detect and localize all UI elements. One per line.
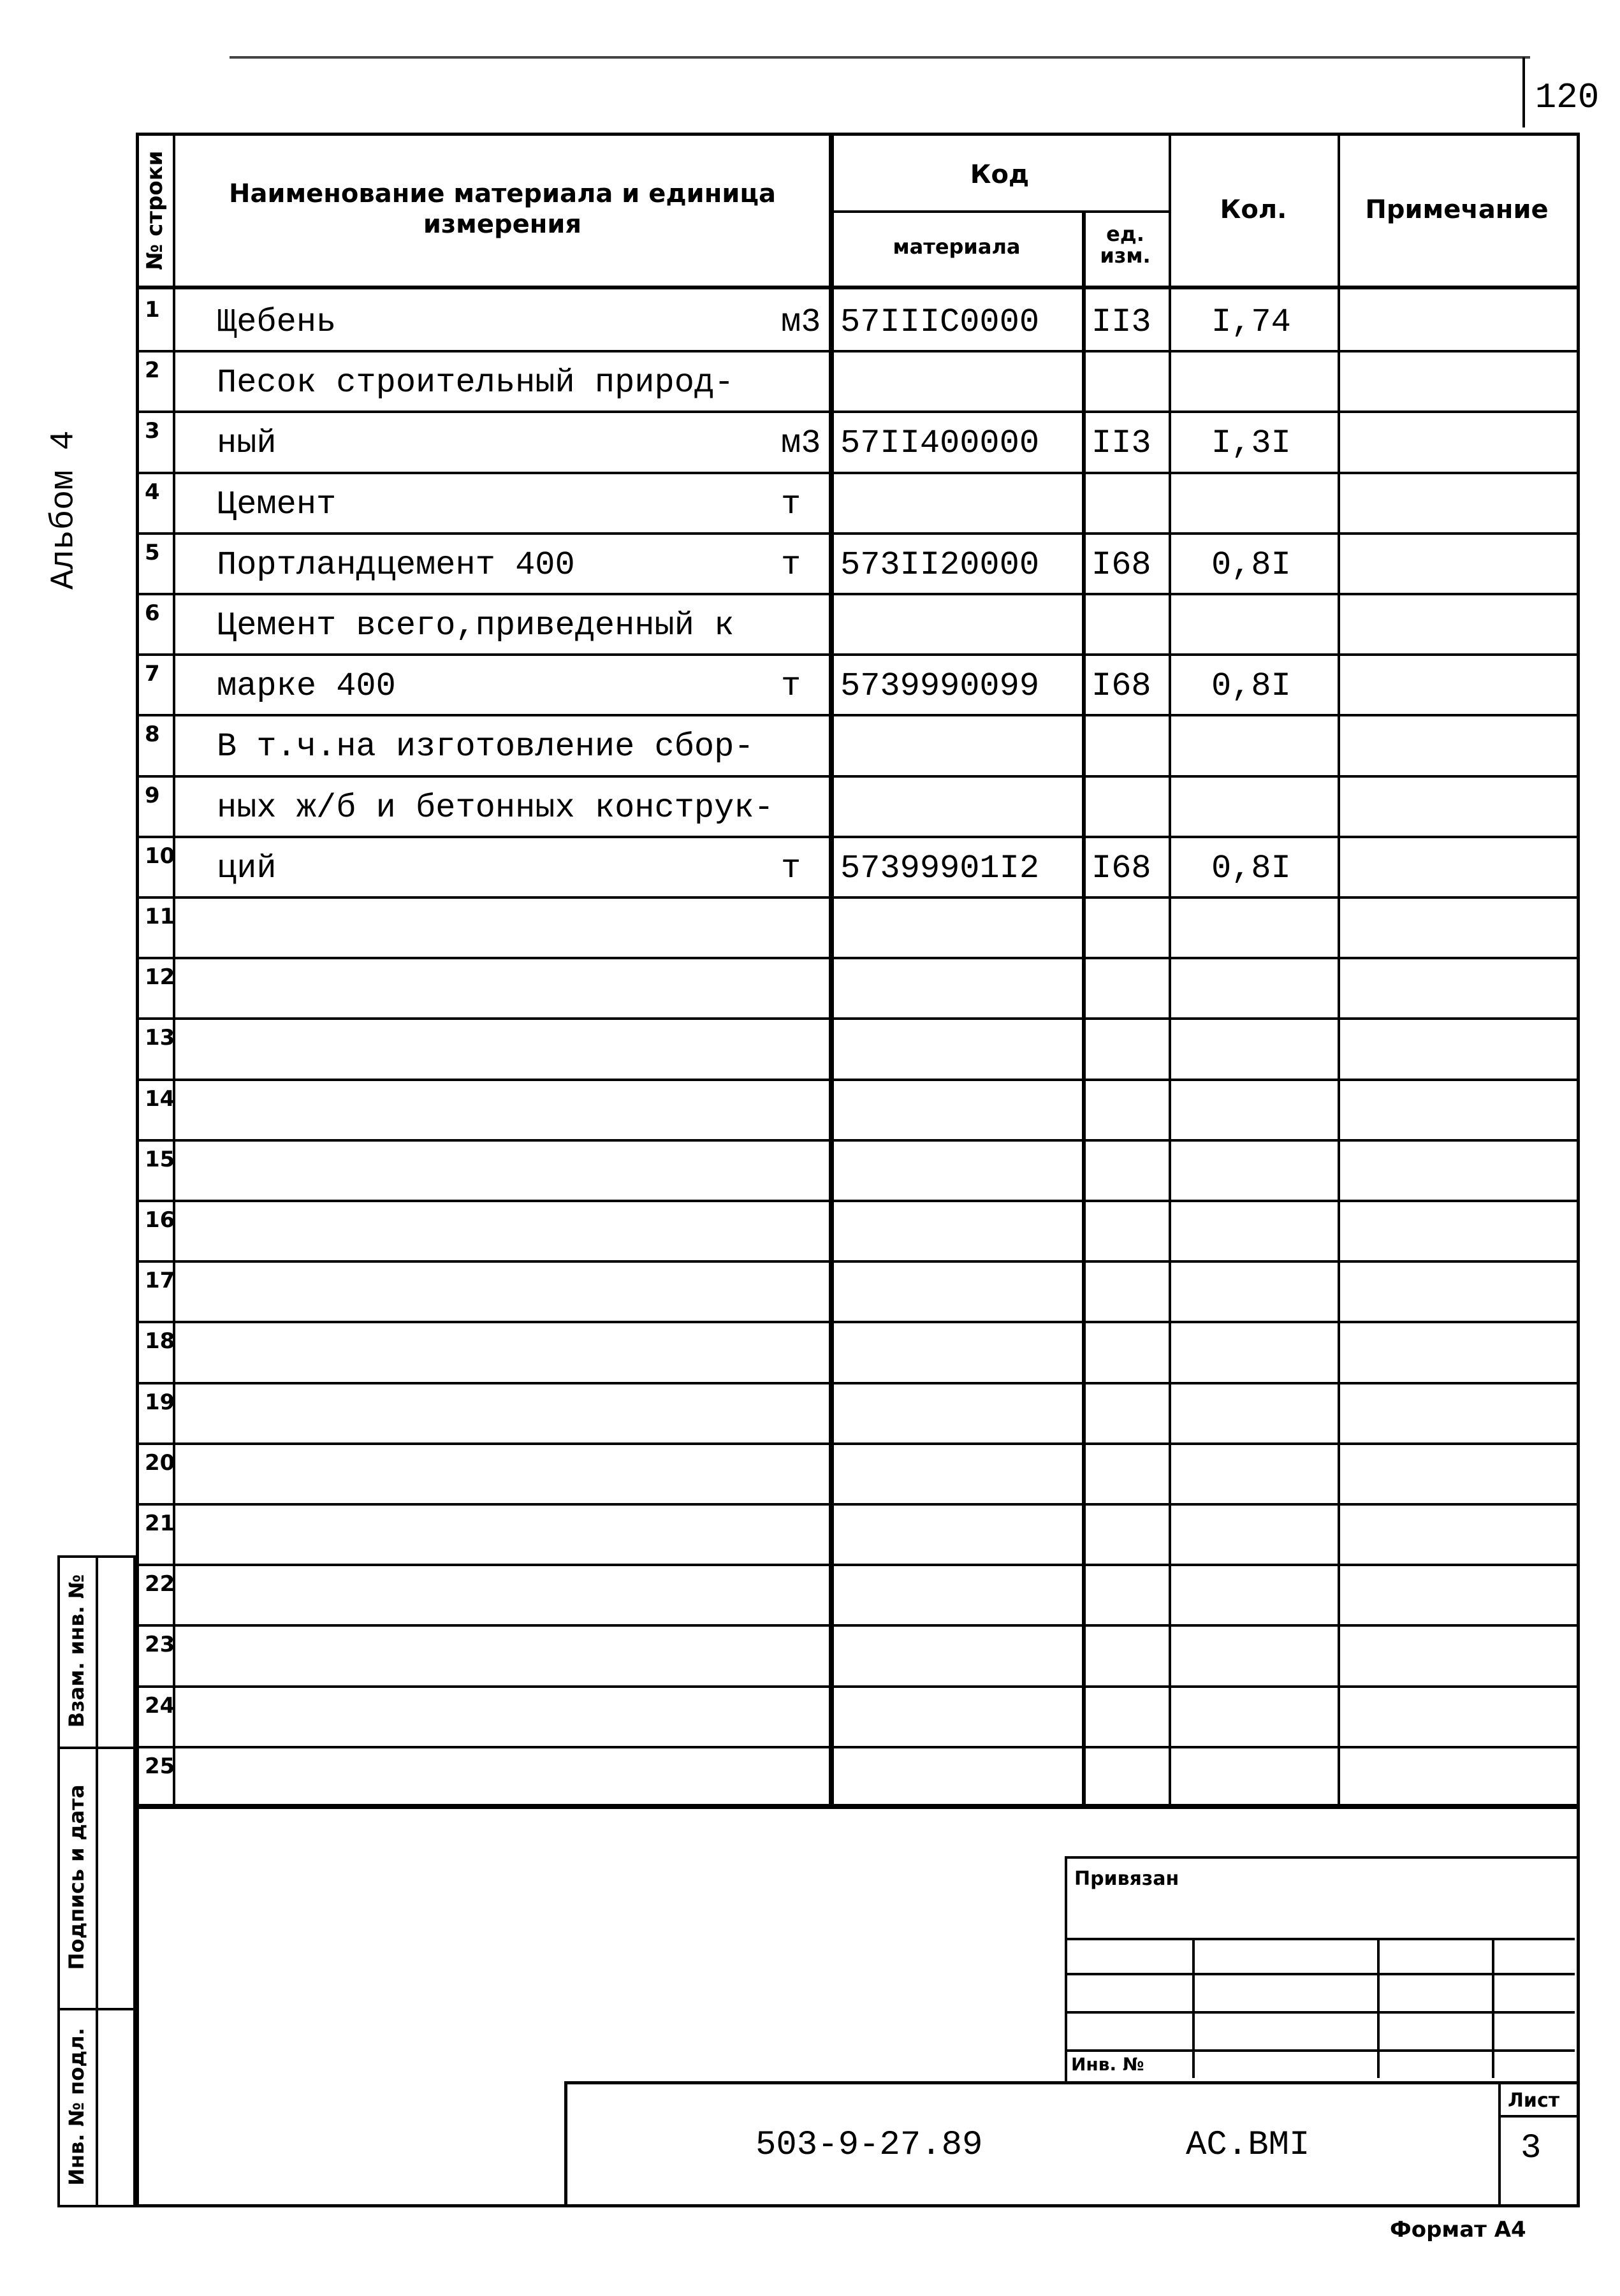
- top-border-line: [230, 56, 1530, 59]
- row-line: [136, 472, 1580, 474]
- row-unit: м3: [781, 303, 821, 341]
- row-uom-code: I68: [1091, 667, 1151, 706]
- row-name: ный: [217, 425, 277, 463]
- row-quantity: I,74: [1211, 303, 1291, 341]
- row-number: 8: [145, 722, 160, 748]
- row-number: 21: [145, 1511, 175, 1536]
- header-bottom-line: [136, 286, 1580, 289]
- row-line: [136, 1746, 1580, 1748]
- row-material-code: 5739990099: [840, 667, 1040, 706]
- row-quantity: 0,8I: [1211, 667, 1291, 706]
- inv-no-label: Инв. №: [1071, 2054, 1144, 2075]
- side-stamp-vzam: Взам. инв. №: [64, 1574, 89, 1728]
- row-material-code: 57IIIC0000: [840, 303, 1040, 341]
- album-label-text: Альбом 4: [45, 430, 83, 590]
- row-number: 4: [145, 479, 160, 505]
- row-unit: т: [781, 849, 801, 887]
- header-row-number-text: № строки: [142, 150, 168, 270]
- row-unit: т: [781, 667, 801, 706]
- album-label: [38, 382, 89, 637]
- side-stamp-inv: Инв. № подл.: [64, 2028, 89, 2186]
- row-uom-code: II3: [1091, 425, 1151, 463]
- title-block-list-divider: [1498, 2081, 1501, 2207]
- row-line: [136, 1624, 1580, 1627]
- row-number: 5: [145, 539, 160, 565]
- col-line-name: [829, 133, 834, 1806]
- page-number: 120: [1535, 77, 1600, 118]
- header-name-text: Наименование материала и единица измерения: [228, 179, 777, 239]
- header-name: [174, 178, 831, 240]
- table-bottom-line: [136, 1804, 1580, 1808]
- side-stamp-line-1: [57, 1747, 136, 1749]
- row-line: [136, 957, 1580, 959]
- header-code-text: Код: [970, 160, 1030, 189]
- row-number: 11: [145, 904, 175, 929]
- privyazan-line-4: [1065, 2049, 1575, 2052]
- row-uom-code: I68: [1091, 546, 1151, 584]
- col-line-code: [1082, 210, 1086, 1806]
- row-unit: т: [781, 485, 801, 523]
- row-line: [136, 896, 1580, 899]
- row-name: В т.ч.на изготовление сбор-: [217, 728, 754, 766]
- row-number: 10: [145, 843, 175, 869]
- row-uom-code: I68: [1091, 849, 1151, 887]
- row-material-code: 57II400000: [840, 425, 1040, 463]
- row-line: [136, 836, 1580, 838]
- row-number: 16: [145, 1207, 175, 1233]
- row-name: Цемент: [217, 485, 337, 523]
- row-line: [136, 653, 1580, 656]
- header-code: [831, 159, 1169, 190]
- row-line: [136, 1442, 1580, 1445]
- row-line: [136, 1321, 1580, 1323]
- row-number: 6: [145, 600, 160, 626]
- row-name: Щебень: [217, 303, 337, 341]
- row-number: 2: [145, 358, 160, 384]
- row-number: 12: [145, 964, 175, 991]
- row-number: 25: [145, 1753, 175, 1779]
- header-note: [1339, 194, 1575, 225]
- privyazan-line-2: [1065, 1973, 1575, 1975]
- row-line: [136, 1503, 1580, 1506]
- header-row-number: [136, 133, 174, 288]
- row-name: ных ж/б и бетонных конструк-: [217, 788, 774, 827]
- row-quantity: 0,8I: [1211, 546, 1291, 584]
- header-code-material-text: материала: [893, 235, 1021, 259]
- row-number: 22: [145, 1571, 175, 1597]
- list-label: Лист: [1508, 2089, 1560, 2112]
- row-number: 13: [145, 1025, 175, 1051]
- row-line: [136, 1685, 1580, 1688]
- side-stamp-divider: [96, 1555, 98, 2207]
- row-line: [136, 1017, 1580, 1020]
- privyazan-col-1: [1192, 1938, 1195, 2078]
- row-name: марке 400: [217, 667, 396, 706]
- header-qty: [1171, 194, 1336, 225]
- row-line: [136, 532, 1580, 535]
- row-line: [136, 593, 1580, 595]
- row-number: 15: [145, 1146, 175, 1172]
- doc-mark: АС.ВМI: [1186, 2126, 1310, 2165]
- row-uom-code: II3: [1091, 303, 1151, 341]
- col-line-qty: [1338, 133, 1340, 1806]
- privyazan-line-3: [1065, 2011, 1575, 2014]
- header-code-unit: [1084, 223, 1167, 266]
- header-code-divider: [829, 210, 1170, 213]
- row-line: [136, 775, 1580, 778]
- row-number: 17: [145, 1268, 175, 1294]
- row-line: [136, 411, 1580, 413]
- row-material-code: 573II20000: [840, 546, 1040, 584]
- row-quantity: 0,8I: [1211, 849, 1291, 887]
- doc-code: 503-9-27.89: [755, 2126, 983, 2165]
- row-unit: м3: [781, 425, 821, 463]
- row-number: 7: [145, 661, 160, 687]
- title-block-list-line: [1498, 2115, 1578, 2118]
- row-name: Песок строительный природ-: [217, 364, 734, 402]
- col-line-uom: [1169, 133, 1171, 1806]
- row-number: 1: [145, 297, 160, 323]
- title-block-main: [564, 2081, 1578, 2207]
- row-line: [136, 350, 1580, 352]
- row-unit: т: [781, 546, 801, 584]
- row-name: ций: [217, 849, 277, 887]
- row-number: 14: [145, 1086, 175, 1112]
- row-number: 20: [145, 1450, 175, 1476]
- privyazan-col-2: [1377, 1938, 1380, 2078]
- row-line: [136, 1139, 1580, 1142]
- side-stamp-podpis: Подпись и дата: [64, 1784, 89, 1970]
- header-code-material: [831, 236, 1083, 258]
- row-name: Портландцемент 400: [217, 546, 575, 584]
- list-number: 3: [1521, 2129, 1542, 2168]
- row-number: 23: [145, 1632, 175, 1658]
- side-stamp-line-2: [57, 2008, 136, 2010]
- header-note-text: Примечание: [1365, 195, 1549, 224]
- row-line: [136, 1200, 1580, 1202]
- row-number: 19: [145, 1389, 175, 1415]
- title-block-privyazan: [1065, 1856, 1577, 2082]
- row-line: [136, 1564, 1580, 1566]
- format-label: Формат А4: [1390, 2217, 1526, 2242]
- row-number: 3: [145, 418, 160, 444]
- row-name: Цемент всего,приведенный к: [217, 607, 734, 644]
- row-line: [136, 1079, 1580, 1081]
- row-line: [136, 1260, 1580, 1263]
- privyazan-label: Привязан: [1074, 1868, 1179, 1890]
- row-line: [136, 714, 1580, 716]
- privyazan-line-1: [1065, 1938, 1575, 1940]
- row-material-code: 57399901I2: [840, 849, 1040, 887]
- row-number: 18: [145, 1328, 175, 1355]
- row-number: 9: [145, 782, 160, 808]
- row-quantity: I,3I: [1211, 425, 1291, 463]
- row-line: [136, 1382, 1580, 1384]
- row-number: 24: [145, 1692, 175, 1718]
- header-code-unit-text: ед. изм.: [1100, 222, 1151, 268]
- header-qty-text: Кол.: [1220, 195, 1287, 224]
- privyazan-col-3: [1492, 1938, 1494, 2078]
